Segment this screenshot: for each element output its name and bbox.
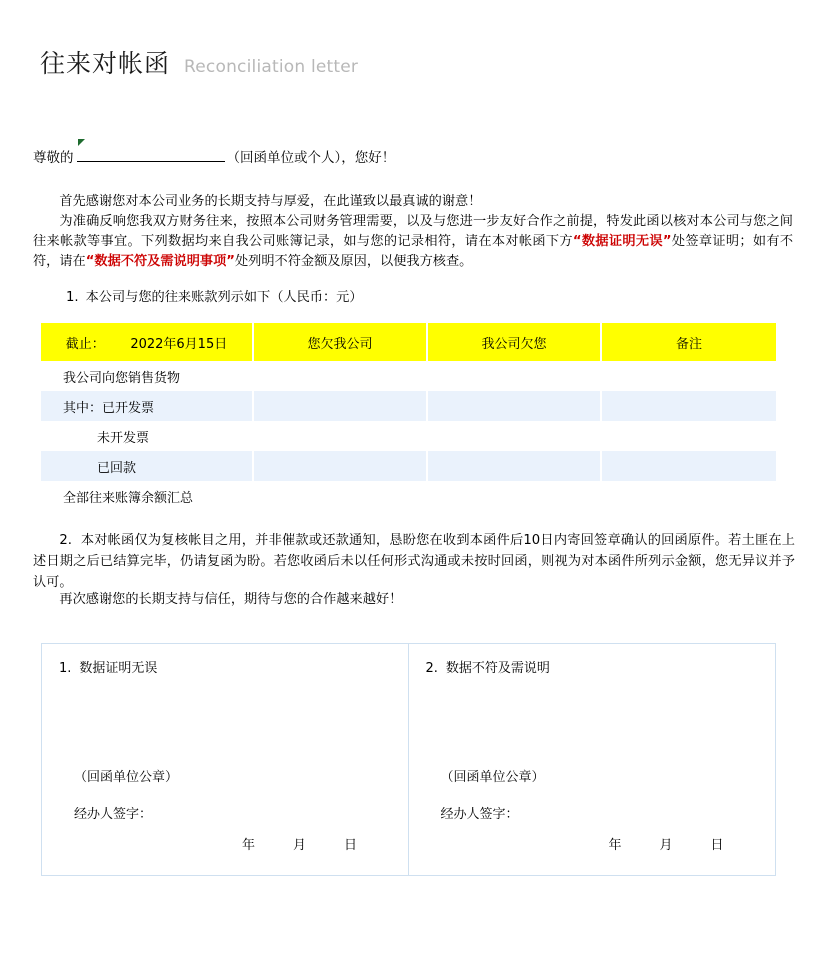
comment-flag-icon bbox=[78, 139, 85, 146]
row-value-cell-4[interactable] bbox=[601, 391, 776, 421]
signature-box-2-month: 月 bbox=[659, 838, 673, 853]
row-label-cell: 我公司向您销售货物 bbox=[41, 361, 253, 391]
table-row bbox=[41, 421, 776, 451]
signature-box-1-month: 月 bbox=[293, 838, 307, 853]
signature-box-confirm[interactable] bbox=[41, 643, 409, 876]
row-value-cell-2[interactable] bbox=[253, 391, 427, 421]
section-2-number: 2. bbox=[59, 533, 72, 548]
ledger-table-body bbox=[41, 361, 776, 511]
row-value-cell-4[interactable] bbox=[601, 451, 776, 481]
row-label-cell: 未开发票 bbox=[41, 421, 253, 451]
intro-p2-emphasis-2: “数据不符及需说明事项” bbox=[85, 254, 235, 269]
salutation-prefix: 尊敬的 bbox=[33, 150, 74, 166]
signature-box-1-date[interactable] bbox=[242, 834, 357, 853]
row-value-cell-3[interactable] bbox=[427, 361, 601, 391]
header-cell-we-owe-you: 我公司欠您 bbox=[427, 323, 601, 361]
header-cell-remarks: 备注 bbox=[601, 323, 776, 361]
section-2-text: 本对帐函仅为复核帐目之用，并非催款或还款通知，恳盼您在收到本函件后10日内寄回签章确认的回函原件。若土匪在上述日期之后已结算完毕，仍请复函为盼。若您收函后未以任何形式沟通或未按时回函，则视为对本函件所列示金额，您无异议并予认可。 bbox=[33, 533, 795, 590]
table-header-row bbox=[41, 323, 776, 361]
row-value-cell-4[interactable] bbox=[601, 361, 776, 391]
signature-box-1-title bbox=[59, 657, 157, 676]
cutoff-date: 2022年6月15日 bbox=[130, 336, 228, 352]
recipient-blank-field[interactable] bbox=[77, 148, 225, 162]
title-english: Reconciliation letter bbox=[184, 57, 359, 77]
table-row bbox=[41, 361, 776, 391]
row-label-cell: 其中：已开发票 bbox=[41, 391, 253, 421]
signature-box-2-date[interactable] bbox=[609, 834, 724, 853]
section-1-number: 1. bbox=[66, 290, 79, 305]
row-value-cell-4[interactable] bbox=[601, 421, 776, 451]
section-1-heading bbox=[66, 286, 363, 305]
signature-box-2-year: 年 bbox=[608, 838, 622, 853]
salutation-line bbox=[33, 146, 395, 166]
ledger-table bbox=[41, 323, 776, 511]
signature-box-1-signer-label[interactable]: 经办人签字： bbox=[74, 807, 153, 822]
signature-boxes bbox=[41, 643, 776, 876]
intro-p2-part-b: 处签章证明；如有不符，请在 bbox=[33, 234, 794, 269]
row-value-cell-3[interactable] bbox=[427, 481, 601, 511]
signature-box-1-day: 日 bbox=[344, 838, 358, 853]
intro-paragraph-2 bbox=[33, 212, 793, 272]
signature-box-2-title bbox=[426, 657, 550, 676]
row-value-cell-2[interactable] bbox=[253, 481, 427, 511]
page-title bbox=[40, 44, 358, 80]
row-value-cell-2[interactable] bbox=[253, 421, 427, 451]
signature-box-1-label: 数据证明无误 bbox=[79, 661, 158, 676]
closing-line: 再次感谢您的长期支持与信任，期待与您的合作越来越好！ bbox=[59, 592, 403, 607]
row-value-cell-2[interactable] bbox=[253, 361, 427, 391]
header-cell-you-owe-us: 您欠我公司 bbox=[253, 323, 427, 361]
signature-box-2-seal-hint: （回函单位公章） bbox=[440, 770, 545, 785]
header-cell-cutoff bbox=[41, 323, 253, 361]
signature-box-2-day: 日 bbox=[710, 838, 724, 853]
row-value-cell-4[interactable] bbox=[601, 481, 776, 511]
table-row bbox=[41, 451, 776, 481]
intro-paragraphs bbox=[33, 192, 793, 272]
signature-box-2-number: 2. bbox=[425, 661, 438, 676]
row-value-cell-3[interactable] bbox=[427, 391, 601, 421]
intro-p2-emphasis-1: “数据证明无误” bbox=[572, 234, 672, 249]
intro-p2-part-a: 为准确反响您我双方财务往来，按照本公司财务管理需要，以及与您进一步友好合作之前提，特发此函以核对本公司与您之间往来帐款等事宜。下列数据均来自我公司账簿记录，如与您的记录相符，请在本对帐函下方 bbox=[33, 214, 793, 249]
signature-box-discrepancy[interactable] bbox=[409, 643, 777, 876]
signature-box-2-signer-label[interactable]: 经办人签字： bbox=[440, 807, 519, 822]
table-row bbox=[41, 481, 776, 511]
row-value-cell-3[interactable] bbox=[427, 421, 601, 451]
row-value-cell-3[interactable] bbox=[427, 451, 601, 481]
intro-p2-part-c: 处列明不符金额及原因，以便我方核查。 bbox=[234, 254, 473, 269]
section-2-body bbox=[33, 530, 795, 593]
signature-box-1-seal-hint: （回函单位公章） bbox=[74, 770, 179, 785]
ledger-table-header bbox=[41, 323, 776, 361]
row-label-cell: 全部往来账簿余额汇总 bbox=[41, 481, 253, 511]
row-label-cell: 已回款 bbox=[41, 451, 253, 481]
salutation-suffix: （回函单位或个人），您好！ bbox=[226, 150, 396, 166]
signature-box-2-label: 数据不符及需说明 bbox=[445, 661, 550, 676]
title-chinese: 往来对帐函 bbox=[40, 49, 171, 78]
cutoff-label: 截止： bbox=[65, 336, 105, 352]
intro-paragraph-1: 首先感谢您对本公司业务的长期支持与厚爱，在此谨致以最真诚的谢意！ bbox=[59, 194, 482, 209]
signature-box-1-number: 1. bbox=[59, 661, 72, 676]
signature-box-1-year: 年 bbox=[242, 838, 256, 853]
row-value-cell-2[interactable] bbox=[253, 451, 427, 481]
table-row bbox=[41, 391, 776, 421]
section-1-text: 本公司与您的往来账款列示如下（人民币：元） bbox=[85, 290, 363, 305]
section-2-paragraph bbox=[33, 530, 795, 593]
